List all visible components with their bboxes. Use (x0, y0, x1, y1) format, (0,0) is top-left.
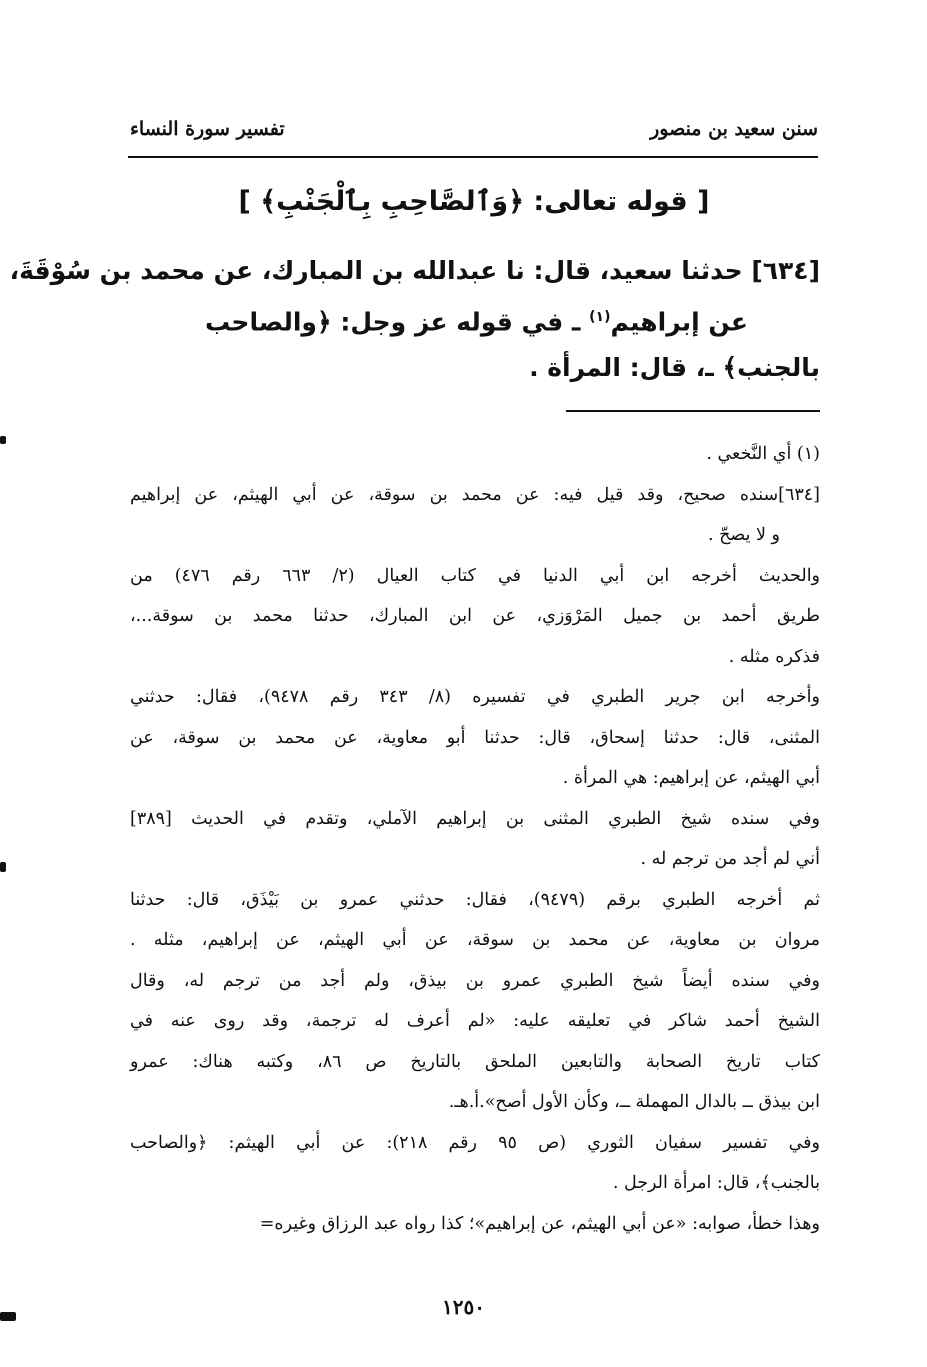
commentary-line: بالجنب﴾، قال: امرأة الرجل . (612, 1173, 820, 1193)
scan-mark (0, 436, 6, 444)
page-number: ١٢٥٠ (442, 1295, 485, 1319)
hadith-text (9, 248, 820, 391)
commentary-line: أبي الهيثم، عن إبراهيم: هي المرأة . (562, 768, 820, 788)
scan-mark (0, 862, 6, 872)
footnote-1: (١) أي النَّخعي . (706, 444, 820, 464)
commentary-line: أني لم أجد من ترجم له . (640, 849, 820, 869)
hadith-line-1: [٦٣٤] حدثنا سعيد، قال: نا عبدالله بن المبارك، عن محمد بن سُوْقَةَ، (9, 256, 820, 285)
commentary-line: وأخرجه ابن جرير الطبري في تفسيره (٨/ ٣٤٣ رقم ٩٤٧٨)، فقال: حدثني (130, 687, 820, 707)
chapter-heading: [ قوله تعالى: ﴿وَٱلصَّاحِبِ بِٱلْجَنْبِ﴾ ] (238, 186, 710, 217)
scan-mark (0, 1312, 16, 1321)
commentary-line: وفي سنده شيخ الطبري المثنى بن إبراهيم الآملي، وتقدم في الحديث [٣٨٩] (130, 808, 820, 829)
footnote-rule (566, 410, 820, 412)
section-title: تفسير سورة النساء (130, 118, 285, 140)
commentary-line: و لا يصحّ . (707, 525, 780, 545)
commentary-line: الشيخ أحمد شاكر في تعليقه عليه: «لم أعرف له ترجمة، وقد روى عنه في (130, 1011, 820, 1031)
commentary-line: وهذا خطأ، صوابه: «عن أبي الهيثم، عن إبراهيم»؛ كذا رواه عبد الرزاق وغيره= (259, 1213, 820, 1234)
hadith-line-3: بالجنب﴾ ـ، قال: المرأة . (529, 353, 820, 383)
book-title: سنن سعيد بن منصور (650, 118, 818, 140)
commentary-line: كتاب تاريخ الصحابة والتابعين الملحق بالتاريخ ص ٨٦، وكتبه هناك: عمرو (130, 1051, 821, 1072)
hadith-line-2-end: ـ في قوله عز وجل: ﴿والصاحب (204, 307, 590, 337)
commentary-line: [٦٣٤]سنده صحيح، وقد قيل فيه: عن محمد بن سوقة، عن أبي الهيثم، عن إبراهيم (130, 484, 820, 505)
header-rule (128, 156, 818, 158)
commentary-line: ابن بيذق ــ بالدال المهملة ــ، وكأن الأول أصح».أ.هـ. (448, 1092, 820, 1112)
hadith-line-2-start: عن إبراهيم (610, 307, 748, 337)
commentary-line: ثم أخرجه الطبري برقم (٩٤٧٩)، فقال: حدثني عمرو بن بَيْذَق، قال: حدثنا (130, 889, 820, 910)
commentary-line: مروان بن معاوية، عن محمد بن سوقة، عن أبي الهيثم، عن إبراهيم، مثله . (130, 930, 820, 950)
commentary-line: والحديث أخرجه ابن أبي الدنيا في كتاب العيال (٢/ ٦٦٣ رقم ٤٧٦) من (130, 565, 821, 586)
hadith-line-2 (130, 294, 820, 345)
commentary-line: وفي سنده أيضاً شيخ الطبري عمرو بن بيذق، ولم أجد من ترجم له، وقال (130, 970, 820, 991)
commentary-line: المثنى، قال: حدثنا إسحاق، قال: حدثنا أبو معاوية، عن محمد بن سوقة، عن (130, 727, 820, 748)
running-header (130, 118, 818, 148)
commentary-line: فذكره مثله . (728, 646, 820, 667)
footnotes (130, 434, 820, 1244)
commentary-line: طريق أحمد بن جميل المَرْوَزي، عن ابن المبارك، حدثنا محمد بن سوقة...، (130, 606, 820, 626)
commentary-line: وفي تفسير سفيان الثوري (ص ٩٥ رقم ٢١٨): عن أبي الهيثم: ﴿والصاحب (130, 1132, 820, 1153)
footnote-reference: (١) (589, 309, 611, 325)
